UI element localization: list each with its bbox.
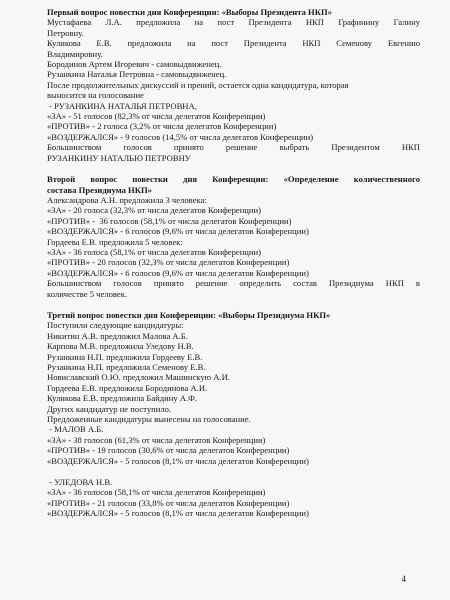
vote-against-line: «ПРОТИВ» - 20 голосов (32,3% от числа делегатов Конференции) — [47, 257, 290, 268]
text-line: Предложенные кандидатуры вынесены на голосование. — [47, 414, 251, 425]
text-line: Других кандидатур не поступило. — [47, 403, 172, 414]
nomination-line: Рузанкина Н.П. предложила Гордееву Е.В. — [47, 351, 203, 362]
text-line: После продолжительных дискуссий и прений, остается одна кандидатура, которая — [47, 79, 349, 90]
text-line: выносится на голосование — [47, 90, 144, 101]
vote-abstain-line: «ВОЗДЕРЖАЛСЯ» - 5 голосов (8,1% от числа делегатов Конференции) — [47, 455, 309, 466]
decision-line: РУЗАНКИНУ НАТАЛЬЮ ПЕТРОВНУ — [47, 152, 191, 163]
text-line: Гордеева Е.В. предложила 5 человек: — [47, 236, 183, 247]
nomination-line: Карпова М.В. предложила Уледову Н.В. — [47, 341, 194, 352]
text-line: Куликова Е.В. предложила на пост Президента НКП Семенову Евгению — [47, 38, 420, 49]
text-line: Владимировну. — [47, 48, 103, 59]
decision-line: Большинством голосов принято решение выбрать Президентом НКП — [47, 142, 420, 153]
text-line: Бородинов Артем Игоревич - самовыдвиженец. — [47, 59, 222, 70]
section-3 — [47, 310, 420, 519]
candidate-line: - УЛЕДОВА Н.В. — [47, 477, 113, 488]
nomination-line: Новиславский О.Ю. предложил Машинскую А.И. — [47, 372, 230, 383]
vote-for-line: «ЗА» - 38 голосов (61,3% от числа делегатов Конференции) — [47, 434, 266, 445]
vote-abstain-line: «ВОЗДЕРЖАЛСЯ» - 5 голосов (8,1% от числа делегатов Конференции) — [47, 508, 309, 519]
vote-for-line: «ЗА» - 36 голоса (58,1% от числа делегатов Конференции) — [47, 246, 261, 257]
vote-for-line: «ЗА» - 20 голоса (32,3% от числа делегатов Конференции) — [47, 205, 261, 216]
vote-abstain-line: «ВОЗДЕРЖАЛСЯ» - 6 голосов (9,6% от числа делегатов Конференции) — [47, 226, 309, 237]
text-line: Поступили следующие кандидатуры: — [47, 320, 184, 331]
vote-against-line: «ПРОТИВ» - 36 голосов (58,1% от числа делегатов Конференции) — [47, 215, 292, 226]
vote-against-line: «ПРОТИВ» - 21 голосов (33,8% от числа делегатов Конференции) — [47, 497, 290, 508]
vote-abstain-line: «ВОЗДЕРЖАЛСЯ» - 9 голосов (14,5% от числа делегатов Конференции) — [47, 131, 314, 142]
text-line: Петровну. — [47, 27, 84, 38]
nomination-line: Рузанкина Н.П. предложила Семенову Е.В. — [47, 362, 206, 372]
nomination-line: Куликова Е.В. предложила Байдину А.Ф. — [47, 393, 198, 404]
vote-against-line: «ПРОТИВ» - 19 голосов (30,6% от числа делегатов Конференции) — [47, 445, 290, 456]
vote-abstain-line: «ВОЗДЕРЖАЛСЯ» - 6 голосов (9,6% от числа делегатов Конференции) — [47, 267, 309, 278]
decision-line: количестве 5 человек. — [47, 288, 128, 299]
section-1 — [47, 7, 420, 163]
text-line: Александрова А.Н. предложила 3 человека: — [47, 194, 207, 205]
candidate-line: - РУЗАНКИНА НАТАЛЬЯ ПЕТРОВНА, — [47, 100, 197, 111]
page-number: 4 — [401, 574, 406, 584]
nomination-line: Гордеева Е.В. предложила Бородинова А.И. — [47, 382, 208, 393]
text-line: Мустафаева Л.А. предложила на пост Президента НКП Графинину Галину — [47, 17, 420, 28]
text-line: Рузанкина Наталья Петровна - самовыдвиженец. — [47, 69, 227, 80]
section-3-heading: Третий вопрос повестки дня Конференции: «Выборы Президиума НКП» — [47, 309, 331, 320]
section-2-heading-cont: состава Президиума НКП» — [47, 184, 152, 195]
vote-for-line: «ЗА» - 51 голосов (82,3% от числа делегатов Конференции) — [47, 111, 266, 122]
decision-line: Большинством голосов принято решение определить состав Президиума НКП в — [47, 278, 420, 289]
candidate-line: - МАЛОВ А.Б. — [47, 424, 104, 435]
section-2-heading: Второй вопрос повестки дня Конференции: «Определение количественного — [47, 174, 420, 185]
nomination-line: Никитин А.В. предложил Малова А.Б. — [47, 330, 188, 341]
vote-against-line: «ПРОТИВ» - 2 голоса (3,2% от числа делегатов Конференции) — [47, 121, 277, 132]
section-2 — [47, 174, 420, 299]
section-1-heading: Первый вопрос повестки дня Конференции: «Выборы Президента НКП» — [47, 7, 332, 17]
vote-for-line: «ЗА» - 36 голосов (58,1% от числа делегатов Конференции) — [47, 487, 266, 498]
